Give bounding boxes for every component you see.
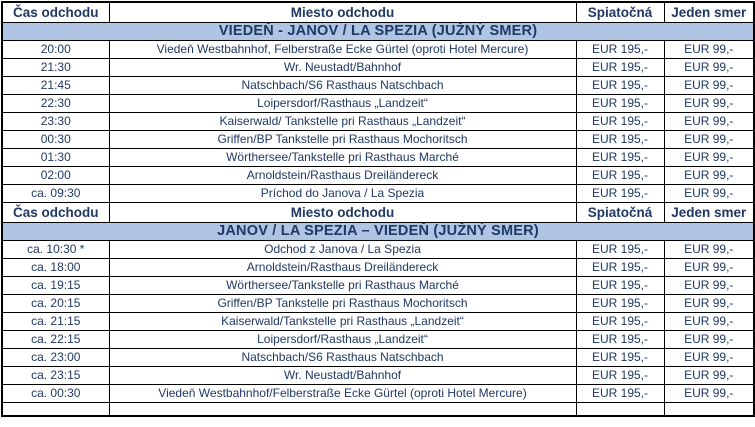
return-price-cell: EUR 195,- — [576, 58, 664, 76]
departure-place-cell: Wr. Neustadt/Bahnhof — [109, 366, 576, 384]
oneway-price-cell: EUR 99,- — [664, 166, 754, 184]
departure-place-cell: Arnoldstein/Rasthaus Dreiländereck — [109, 166, 576, 184]
table-row — [2, 40, 754, 58]
departure-place-cell: Odchod z Janova / La Spezia — [109, 240, 576, 258]
table-row — [2, 348, 754, 366]
return-price-cell: EUR 195,- — [576, 40, 664, 58]
table-row — [2, 384, 754, 402]
table-row — [2, 276, 754, 294]
departure-place-cell: Kaiserwald/Tankstelle pri Rasthaus „Landzeit“ — [109, 312, 576, 330]
return-price-cell: EUR 195,- — [576, 294, 664, 312]
table-row — [2, 166, 754, 184]
departure-time-cell: 02:00 — [2, 166, 109, 184]
column-header-oneway-price: Jeden smer — [664, 2, 754, 22]
oneway-price-cell: EUR 99,- — [664, 40, 754, 58]
table-row — [2, 366, 754, 384]
departure-place-cell: Loipersdorf/Rasthaus „Landzeit“ — [109, 94, 576, 112]
return-price-cell: EUR 195,- — [576, 330, 664, 348]
empty-cell — [109, 402, 576, 416]
table-row — [2, 330, 754, 348]
departure-time-cell: ca. 18:00 — [2, 258, 109, 276]
table-row — [2, 76, 754, 94]
departure-time-cell: 23:30 — [2, 112, 109, 130]
departure-time-cell: ca. 10:30 * — [2, 240, 109, 258]
oneway-price-cell: EUR 99,- — [664, 276, 754, 294]
departure-time-cell: 22:30 — [2, 94, 109, 112]
departure-time-cell: 00:30 — [2, 130, 109, 148]
oneway-price-cell: EUR 99,- — [664, 348, 754, 366]
oneway-price-cell: EUR 99,- — [664, 384, 754, 402]
table-row — [2, 258, 754, 276]
timetable-body — [2, 2, 754, 416]
departure-time-cell: 21:45 — [2, 76, 109, 94]
column-header-departure-time: Čas odchodu — [2, 202, 109, 222]
departure-time-cell: ca. 23:15 — [2, 366, 109, 384]
clipped-row — [2, 402, 754, 416]
table-row — [2, 130, 754, 148]
empty-cell — [2, 402, 109, 416]
oneway-price-cell: EUR 99,- — [664, 94, 754, 112]
departure-time-cell: ca. 20:15 — [2, 294, 109, 312]
oneway-price-cell: EUR 99,- — [664, 312, 754, 330]
departure-place-cell: Príchod do Janova / La Spezia — [109, 184, 576, 202]
column-header-departure-place: Miesto odchodu — [109, 2, 576, 22]
oneway-price-cell: EUR 99,- — [664, 258, 754, 276]
return-price-cell: EUR 195,- — [576, 276, 664, 294]
return-price-cell: EUR 195,- — [576, 166, 664, 184]
column-header-return-price: Spiatočná — [576, 202, 664, 222]
return-price-cell: EUR 195,- — [576, 112, 664, 130]
departure-time-cell: ca. 21:15 — [2, 312, 109, 330]
departure-place-cell: Wr. Neustadt/Bahnhof — [109, 58, 576, 76]
departure-place-cell: Griffen/BP Tankstelle pri Rasthaus Mochoritsch — [109, 130, 576, 148]
column-header-departure-place: Miesto odchodu — [109, 202, 576, 222]
departure-place-cell: Wörthersee/Tankstelle pri Rasthaus Marché — [109, 276, 576, 294]
oneway-price-cell: EUR 99,- — [664, 148, 754, 166]
departure-place-cell: Natschbach/S6 Rasthaus Natschbach — [109, 348, 576, 366]
column-header-oneway-price: Jeden smer — [664, 202, 754, 222]
column-header-return-price: Spiatočná — [576, 2, 664, 22]
oneway-price-cell: EUR 99,- — [664, 330, 754, 348]
departure-place-cell: Wörthersee/Tankstelle pri Rasthaus Marché — [109, 148, 576, 166]
table-row — [2, 184, 754, 202]
oneway-price-cell: EUR 99,- — [664, 58, 754, 76]
oneway-price-cell: EUR 99,- — [664, 76, 754, 94]
departure-place-cell: Viedeň Westbahnhof/Felberstraße Ecke Gürtel (oproti Hotel Mercure) — [109, 384, 576, 402]
departure-place-cell: Kaiserwald/ Tankstelle pri Rasthaus „Landzeit“ — [109, 112, 576, 130]
return-price-cell: EUR 195,- — [576, 348, 664, 366]
column-header-row — [2, 202, 754, 222]
departure-time-cell: 20:00 — [2, 40, 109, 58]
departure-time-cell: 01:30 — [2, 148, 109, 166]
column-header-row — [2, 2, 754, 22]
oneway-price-cell: EUR 99,- — [664, 294, 754, 312]
return-price-cell: EUR 195,- — [576, 184, 664, 202]
departure-place-cell: Loipersdorf/Rasthaus „Landzeit“ — [109, 330, 576, 348]
table-row — [2, 58, 754, 76]
return-price-cell: EUR 195,- — [576, 76, 664, 94]
oneway-price-cell: EUR 99,- — [664, 240, 754, 258]
return-price-cell: EUR 195,- — [576, 312, 664, 330]
departure-time-cell: ca. 09:30 — [2, 184, 109, 202]
column-header-departure-time: Čas odchodu — [2, 2, 109, 22]
return-price-cell: EUR 195,- — [576, 366, 664, 384]
departure-place-cell: Natschbach/S6 Rasthaus Natschbach — [109, 76, 576, 94]
oneway-price-cell: EUR 99,- — [664, 112, 754, 130]
oneway-price-cell: EUR 99,- — [664, 130, 754, 148]
return-price-cell: EUR 195,- — [576, 240, 664, 258]
table-row — [2, 94, 754, 112]
departure-time-cell: ca. 23:00 — [2, 348, 109, 366]
section-row — [2, 22, 754, 40]
return-price-cell: EUR 195,- — [576, 384, 664, 402]
departure-time-cell: 21:30 — [2, 58, 109, 76]
oneway-price-cell: EUR 99,- — [664, 184, 754, 202]
table-row — [2, 240, 754, 258]
table-row — [2, 148, 754, 166]
empty-cell — [576, 402, 664, 416]
departure-place-cell: Griffen/BP Tankstelle pri Rasthaus Mochoritsch — [109, 294, 576, 312]
bus-timetable-table — [1, 1, 755, 417]
table-row — [2, 294, 754, 312]
oneway-price-cell: EUR 99,- — [664, 366, 754, 384]
departure-time-cell: ca. 19:15 — [2, 276, 109, 294]
empty-cell — [664, 402, 754, 416]
table-row — [2, 112, 754, 130]
departure-time-cell: ca. 22:15 — [2, 330, 109, 348]
section-title: JANOV / LA SPEZIA – VIEDEŇ (JUŽNÝ SMER) — [2, 222, 754, 240]
section-title: VIEDEŇ - JANOV / LA SPEZIA (JUŽNÝ SMER) — [2, 22, 754, 40]
section-row — [2, 222, 754, 240]
departure-place-cell: Viedeň Westbahnhof, Felberstraße Ecke Gürtel (oproti Hotel Mercure) — [109, 40, 576, 58]
table-row — [2, 312, 754, 330]
departure-time-cell: ca. 00:30 — [2, 384, 109, 402]
return-price-cell: EUR 195,- — [576, 130, 664, 148]
return-price-cell: EUR 195,- — [576, 94, 664, 112]
return-price-cell: EUR 195,- — [576, 258, 664, 276]
return-price-cell: EUR 195,- — [576, 148, 664, 166]
departure-place-cell: Arnoldstein/Rasthaus Dreiländereck — [109, 258, 576, 276]
